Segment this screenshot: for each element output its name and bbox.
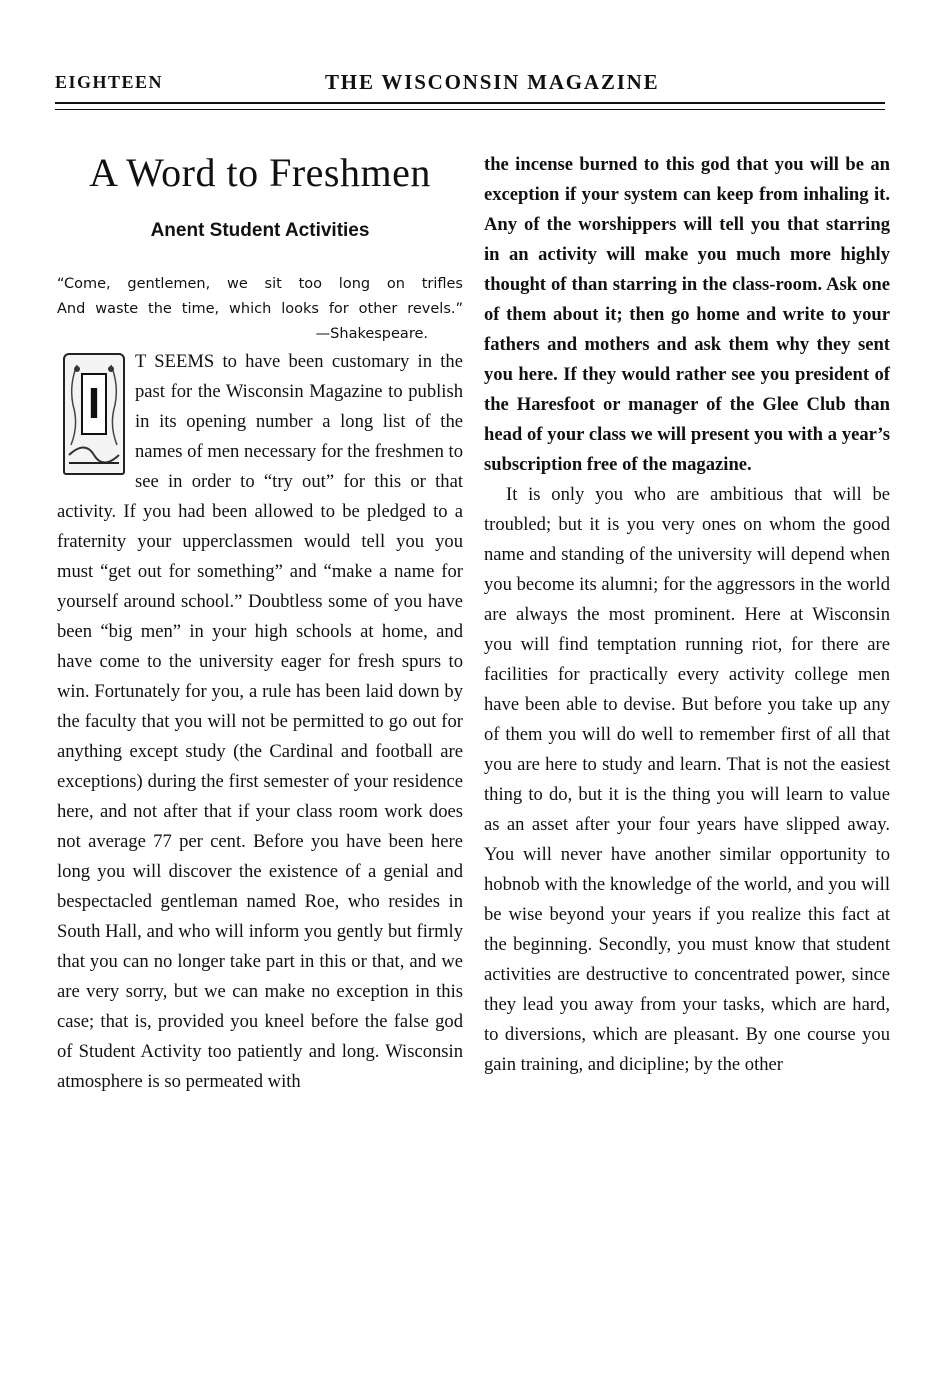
article-title: A Word to Freshmen bbox=[89, 150, 431, 195]
continued-paragraph: the incense burned to this god that you will be an exception if your system can keep from inhaling it. Any of the worshippers will tell you that starring in an activity will make you much more highly thought of than starring in the class-room. Ask one of them about it; then go home and write to your fathers and mothers and ask them why they sent you here. If they would rather see you president of the Haresfoot or manager of the Glee Club than head of your class we will present you with a year’s subscription free of the magazine. bbox=[484, 154, 890, 475]
page-label: EIGHTEEN bbox=[55, 72, 164, 92]
magazine-title: THE WISCONSIN MAGAZINE bbox=[325, 70, 660, 94]
running-head bbox=[55, 70, 885, 94]
ornamental-drop-cap bbox=[63, 353, 125, 475]
right-column bbox=[484, 150, 890, 1080]
second-paragraph: It is only you who are ambitious that will be troubled; but it is you very ones on whom the good name and standing of the university will depend when you become its alumni; for the aggressors in the world are always the most prominent. Here at Wisconsin you will find temptation running riot, for there are facilities for practically every activity college men have been able to devise. But before you take up any of them you will do well to remember first of all that you are here to study and learn. That is not the easiest thing to do, but it is the thing you will learn to value as an asset after your four years have slipped away. You will never have another similar opportunity to hobnob with the knowledge of the world, and you will be wise beyond your years if you realize this fact at the beginning. Secondly, you must know that student activities are destructive to concentrated power, since they lead you away from your tasks, which are hard, to diversions, which are pleasant. By one course you gain training, and dicipline; by the other bbox=[484, 484, 890, 1075]
opening-paragraph: T SEEMS to have been customary in the past for the Wisconsin Magazine to publish in its opening number a long list of the names of men necessary for the freshmen to see in order to “try out” for this or that activity. If you had been allowed to be pledged to a fraternity your upperclassmen would tell you you must “get out for something” and “make a name for yourself around school.” Doubtless some of you have been “big men” in your high schools at home, and have come to the university eager for fresh spurs to win. Fortunately for you, a rule has been laid down by the faculty that you will not be permitted to go out for anything except study (the Cardinal and football are exceptions) during the first semester of your residence here, and not after that if your class room work does not average 77 per cent. Before you have been here long you will discover the existence of a genial and bespectacled gentleman named Roe, who resides in South Hall, and who will inform you gently but firmly that you can no longer take part in this or that, and we are very sorry, but we can make no exception in this case; that is, provided you kneel before the false god of Student Activity too patiently and long. Wisconsin atmosphere is so permeated with bbox=[57, 351, 463, 1092]
drop-cap-letter: I bbox=[81, 373, 107, 435]
epigraph-line-2: And waste the time, which looks for other revels.” bbox=[57, 301, 463, 317]
left-column bbox=[57, 150, 463, 1097]
epigraph-line-1: “Come, gentlemen, we sit too long on trifles bbox=[57, 276, 463, 292]
epigraph-attribution: —Shakespeare. bbox=[315, 326, 428, 342]
header-rule bbox=[55, 102, 885, 110]
article-subtitle: Anent Student Activities bbox=[150, 220, 370, 241]
